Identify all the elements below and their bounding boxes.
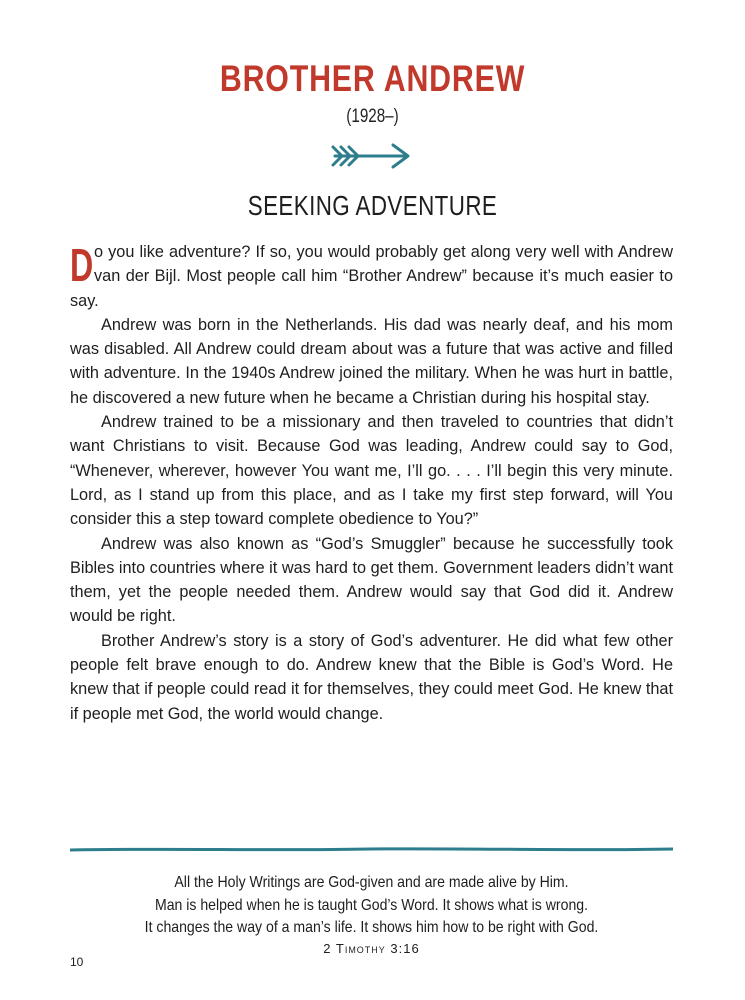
paragraph-text: o you like adventure? If so, you would probably get along very well with Andrew van der Bijl. Most people call him “Brother Andrew” because it’s much easier to say. <box>70 243 673 310</box>
page-title: BROTHER ANDREW <box>219 58 526 99</box>
paragraph: Andrew was born in the Netherlands. His dad was nearly deaf, and his mom was disabled. All Andrew could dream about was a future that was active and filled with adventure. In the 1940s Andrew joined the military. When he was hurt in battle, he discovered a new future when he became a Christian during his hospital stay. <box>70 315 673 407</box>
verse-line: All the Holy Writings are God-given and are made alive by Him. <box>174 874 569 891</box>
verse-line: It changes the way of a man’s life. It shows him how to be right with God. <box>144 919 599 936</box>
scripture-verse <box>70 872 673 940</box>
verse-reference: 2 Timothy 3:16 <box>323 941 420 956</box>
section-subtitle: SEEKING ADVENTURE <box>247 190 498 221</box>
drop-cap: D <box>70 239 94 291</box>
page-number: 10 <box>70 955 84 969</box>
paragraph: Andrew was also known as “God’s Smuggler” because he successfully took Bibles into countries where it was hard to get them. Government leaders didn’t want them, yet the people needed them. Andrew would say that God did it. Andrew would be right. <box>70 534 673 626</box>
body-text <box>70 240 673 726</box>
paragraph: Andrew trained to be a missionary and then traveled to countries that didn’t want Christians to visit. Because God was leading, Andrew could say to God, “Whenever, wherever, however You want me, I’ll go. . . . I’ll begin this very minute. Lord, as I stand up from this place, and as I take my first step forward, will You consider this a step toward complete obedience to You?” <box>70 413 673 529</box>
divider <box>70 843 673 855</box>
years-label: (1928–) <box>346 106 399 127</box>
arrow-icon <box>329 139 413 173</box>
verse-line: Man is helped when he is taught God’s Word. It shows what is wrong. <box>154 896 589 914</box>
paragraph <box>70 240 673 313</box>
paragraph: Brother Andrew’s story is a story of God’s adventurer. He did what few other people felt brave enough to do. Andrew knew that the Bible is God’s Word. He knew that if people could read it for themselves, they could meet God. He knew that if people met God, the world would change. <box>70 631 673 723</box>
